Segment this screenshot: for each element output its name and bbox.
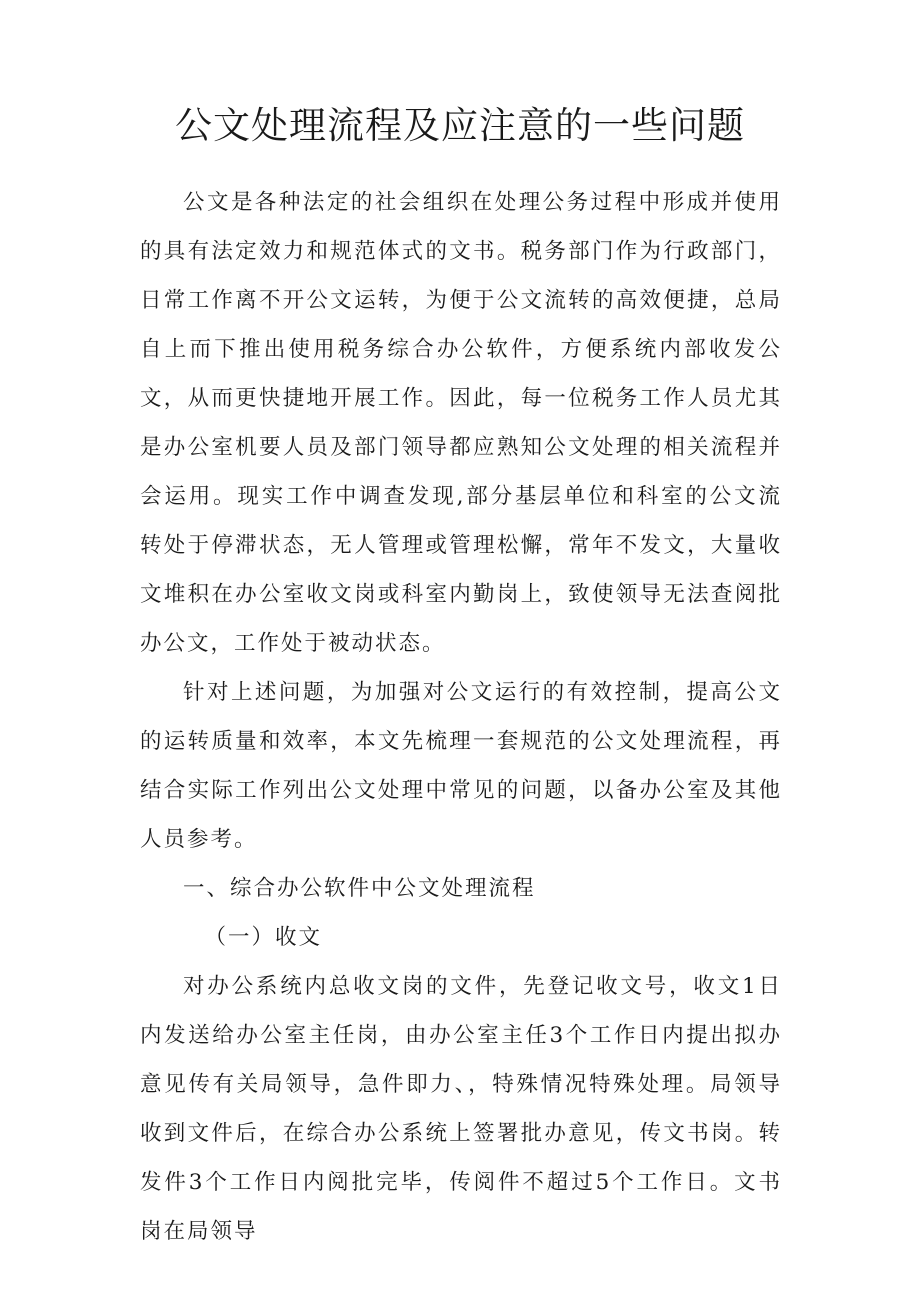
document-title: 公文处理流程及应注意的一些问题	[175, 104, 745, 147]
purpose-paragraph: 针对上述问题，为加强对公文运行的有效控制，提高公文的运转质量和效率，本文先梳理一套规范的公文处理流程，再结合实际工作列出公文处理中常见的问题，以备办公室及其他人员参考。	[140, 680, 782, 852]
document-body	[140, 178, 782, 1256]
receiving-paragraph: 对办公系统内总收文岗的文件，先登记收文号，收文1日内发送给办公室主任岗，由办公室主任3个工作日内提出拟办意见传有关局领导，急件即力、，特殊情况特殊处理。局领导收到文件后，在综合办公系统上签署批办意见，传文书岗。转发件3个工作日内阅批完毕，传阅件不超过5个工作日。文书岗在局领导	[140, 974, 782, 1244]
section-heading: 一、综合办公软件中公文处理流程	[183, 876, 536, 901]
subsection-heading: （一）收文	[204, 925, 323, 950]
intro-paragraph: 公文是各种法定的社会组织在处理公务过程中形成并使用的具有法定效力和规范体式的文书。税务部门作为行政部门，日常工作离不开公文运转，为便于公文流转的高效便捷，总局自上而下推出使用税务综合办公软件，方便系统内部收发公文，从而更快捷地开展工作。因此，每一位税务工作人员尤其是办公室机要人员及部门领导都应熟知公文处理的相关流程并会运用。现实工作中调查发现,部分基层单位和科室的公文流转处于停滞状态，无人管理或管理松懈，常年不发文，大量收文堆积在办公室收文岗或科室内勤岗上，致使领导无法查阅批办公文，工作处于被动状态。	[140, 190, 782, 656]
